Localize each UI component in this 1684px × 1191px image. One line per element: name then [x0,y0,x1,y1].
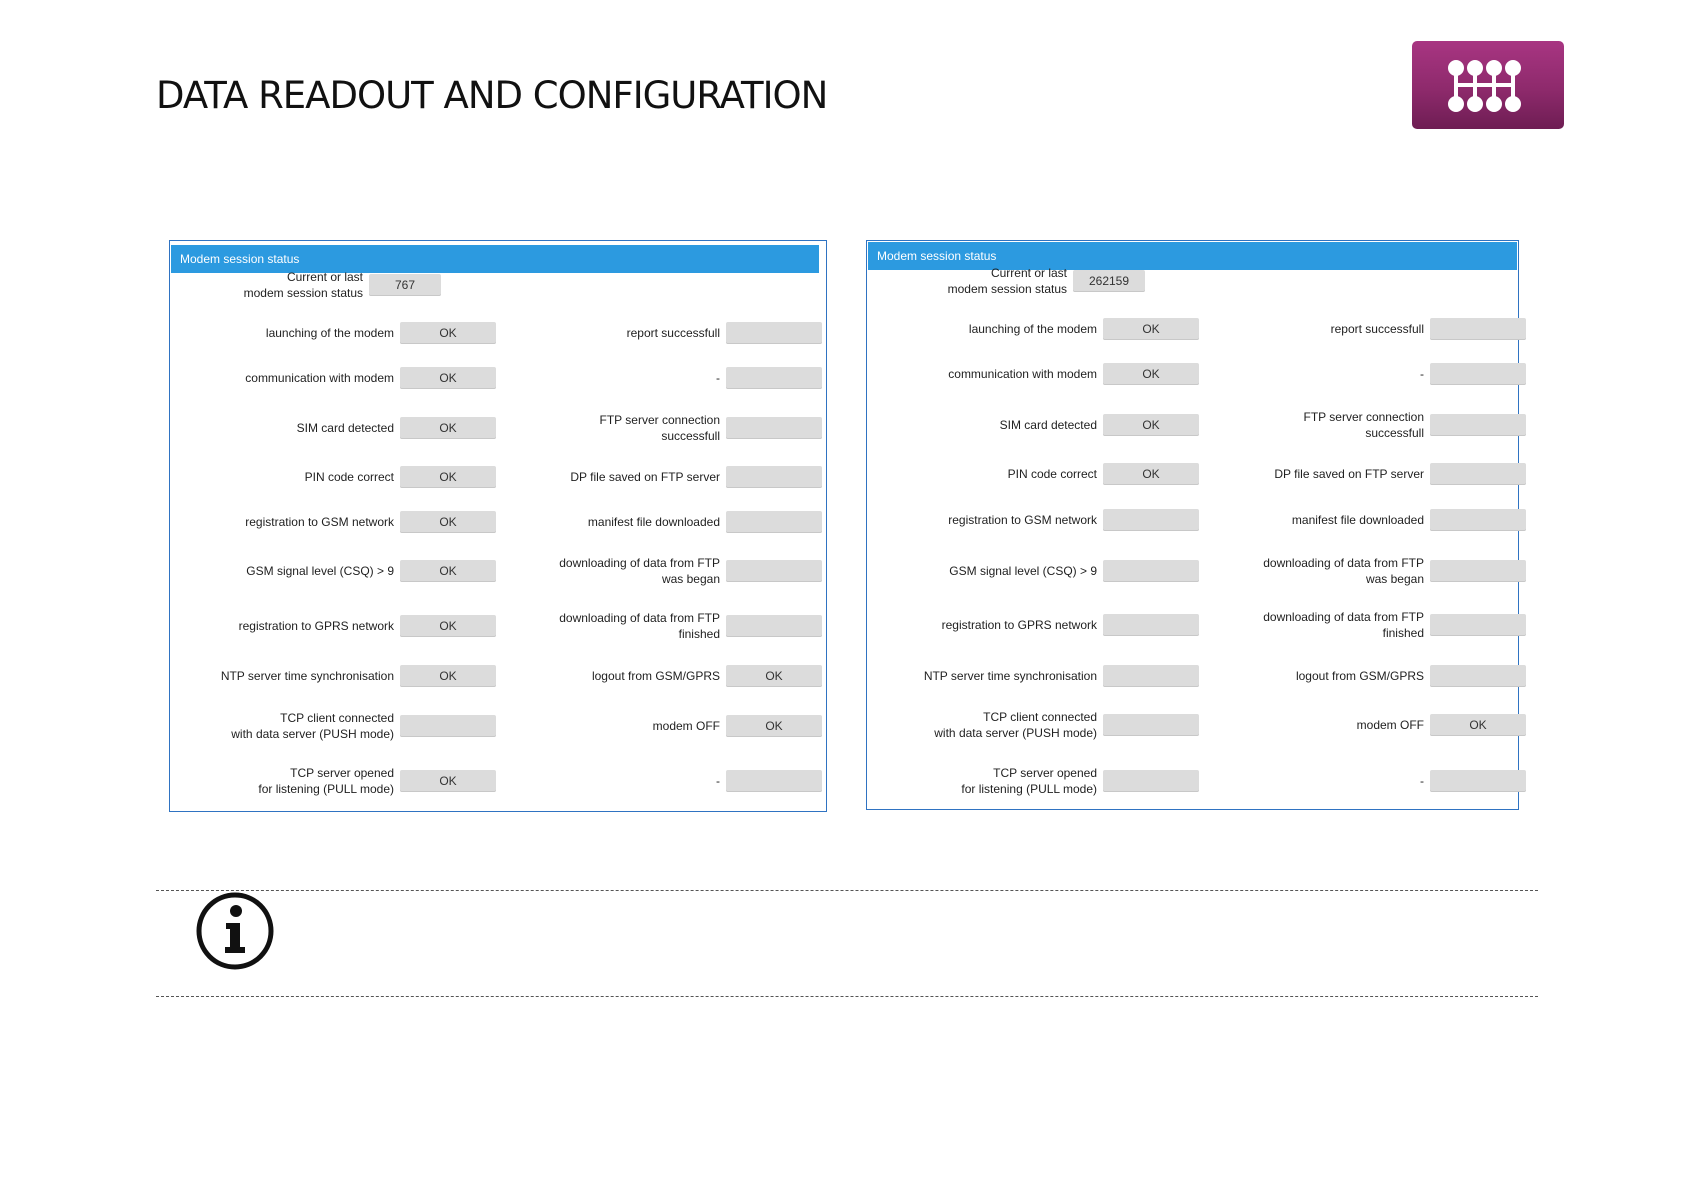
panel-header: Modem session status [868,242,1517,270]
status-label-line1: communication with modem [948,367,1097,381]
page-title: DATA READOUT AND CONFIGURATION [156,74,828,117]
status-label [480,718,720,734]
status-label-line1: modem OFF [1356,718,1424,732]
status-value-field [726,322,822,344]
status-value-field [726,511,822,533]
status-value-field: OK [400,367,496,389]
status-label-line1: downloading of data from FTP [1263,556,1424,570]
status-value-field: OK [400,466,496,488]
status-label-line1: TCP server opened [993,766,1097,780]
session-status-label-line2: modem session status [947,282,1067,296]
status-value-field: OK [726,665,822,687]
modem-session-panel-1 [169,240,827,812]
session-status-label-line2: modem session status [243,286,363,300]
status-value-field: OK [1430,714,1526,736]
status-label-line1: - [716,371,720,385]
status-value-field: OK [400,560,496,582]
status-label [154,514,394,530]
status-label [1184,668,1424,684]
status-label-line1: logout from GSM/GPRS [591,669,720,683]
session-status-label [827,265,1067,297]
status-label [1184,321,1424,337]
brand-logo [1412,41,1564,129]
status-label-line1: GSM signal level (CSQ) > 9 [949,564,1097,578]
status-label [154,325,394,341]
status-label [154,469,394,485]
status-label [480,668,720,684]
status-label [480,325,720,341]
status-label-line1: NTP server time synchronisation [923,669,1097,683]
status-label [857,417,1097,433]
status-label [857,366,1097,382]
status-value-field [726,615,822,637]
status-label-line1: FTP server connection [1303,410,1424,424]
status-value-field [726,367,822,389]
status-label-line2: with data server (PUSH mode) [934,726,1097,740]
status-label [1184,512,1424,528]
status-label-line1: GSM signal level (CSQ) > 9 [246,564,394,578]
status-label-line1: report successfull [1330,322,1424,336]
status-label [154,710,394,742]
status-label [154,370,394,386]
status-label [857,617,1097,633]
status-label-line1: SIM card detected [999,418,1097,432]
status-label [480,610,720,642]
status-label-line1: TCP client connected [280,711,394,725]
status-label-line1: DP file saved on FTP server [1274,467,1424,481]
status-label [857,765,1097,797]
status-value-field: OK [400,322,496,344]
status-value-field [726,770,822,792]
status-label [857,512,1097,528]
status-value-field [726,560,822,582]
modem-session-panel-2 [866,240,1519,810]
status-label-line1: registration to GSM network [245,515,394,529]
status-label-line2: successfull [1365,426,1424,440]
status-label-line1: downloading of data from FTP [559,611,720,625]
status-label [154,668,394,684]
status-label-line1: manifest file downloaded [1291,513,1424,527]
status-label [154,618,394,634]
status-label-line1: NTP server time synchronisation [220,669,394,683]
status-label [154,420,394,436]
status-value-field [1430,363,1526,385]
status-label [480,514,720,530]
status-label-line1: DP file saved on FTP server [570,470,720,484]
status-label [1184,366,1424,382]
status-value-field: OK [1103,318,1199,340]
status-label [1184,773,1424,789]
status-label [857,668,1097,684]
status-label-line1: registration to GSM network [948,513,1097,527]
info-bottom-divider [156,996,1538,997]
status-value-field: OK [1103,463,1199,485]
status-label-line2: for listening (PULL mode) [258,782,394,796]
status-label-line1: downloading of data from FTP [559,556,720,570]
status-label [1184,466,1424,482]
status-value-field [1430,318,1526,340]
status-value-field: OK [726,715,822,737]
panel-header: Modem session status [171,245,819,273]
status-label [1184,609,1424,641]
status-label-line1: PIN code correct [304,470,394,484]
status-label-line1: manifest file downloaded [587,515,720,529]
status-label-line1: report successfull [626,326,720,340]
network-nodes-logo-icon [1412,41,1564,129]
status-label-line1: registration to GPRS network [238,619,394,633]
status-value-field: OK [400,615,496,637]
status-label-line1: PIN code correct [1007,467,1097,481]
status-label [480,370,720,386]
session-status-value: 262159 [1073,270,1145,292]
status-value-field [1430,414,1526,436]
status-label-line1: - [1420,774,1424,788]
status-value-field [1430,770,1526,792]
status-label-line1: registration to GPRS network [941,618,1097,632]
status-label [857,321,1097,337]
status-value-field: OK [400,770,496,792]
status-label [857,466,1097,482]
status-label [480,773,720,789]
status-value-field: OK [1103,414,1199,436]
status-value-field [1430,614,1526,636]
status-label-line2: for listening (PULL mode) [961,782,1097,796]
status-label-line2: with data server (PUSH mode) [231,727,394,741]
info-top-divider [156,890,1538,891]
status-value-field [1430,463,1526,485]
session-status-label-line1: Current or last [990,266,1067,280]
status-label [1184,555,1424,587]
status-value-field [1430,509,1526,531]
status-label-line2: successfull [661,429,720,443]
status-label-line2: was began [661,572,720,586]
status-value-field [726,417,822,439]
status-label-line1: SIM card detected [296,421,394,435]
status-label-line1: - [1420,367,1424,381]
status-label-line1: communication with modem [245,371,394,385]
status-label [480,469,720,485]
status-label-line1: - [716,774,720,788]
status-label-line1: launching of the modem [265,326,394,340]
status-label-line1: logout from GSM/GPRS [1295,669,1424,683]
status-label [480,555,720,587]
status-label-line1: FTP server connection [599,413,720,427]
status-label [1184,717,1424,733]
status-value-field: OK [1103,363,1199,385]
session-status-label-line1: Current or last [286,270,363,284]
status-label-line1: TCP client connected [983,710,1097,724]
session-status-label [123,269,363,301]
status-label [857,709,1097,741]
status-value-field [1430,665,1526,687]
status-label-line2: finished [678,627,720,641]
status-value-field: OK [400,417,496,439]
status-value-field: OK [400,665,496,687]
status-label-line1: TCP server opened [290,766,394,780]
status-label [857,563,1097,579]
status-label-line1: downloading of data from FTP [1263,610,1424,624]
status-label-line2: was began [1365,572,1424,586]
status-value-field [726,466,822,488]
status-value-field [1430,560,1526,582]
status-label [480,412,720,444]
status-label-line2: finished [1382,626,1424,640]
status-label [1184,409,1424,441]
status-label [154,563,394,579]
status-label [154,765,394,797]
status-label-line1: launching of the modem [968,322,1097,336]
info-icon [195,891,275,971]
session-status-value: 767 [369,274,441,296]
status-label-line1: modem OFF [652,719,720,733]
status-value-field: OK [400,511,496,533]
